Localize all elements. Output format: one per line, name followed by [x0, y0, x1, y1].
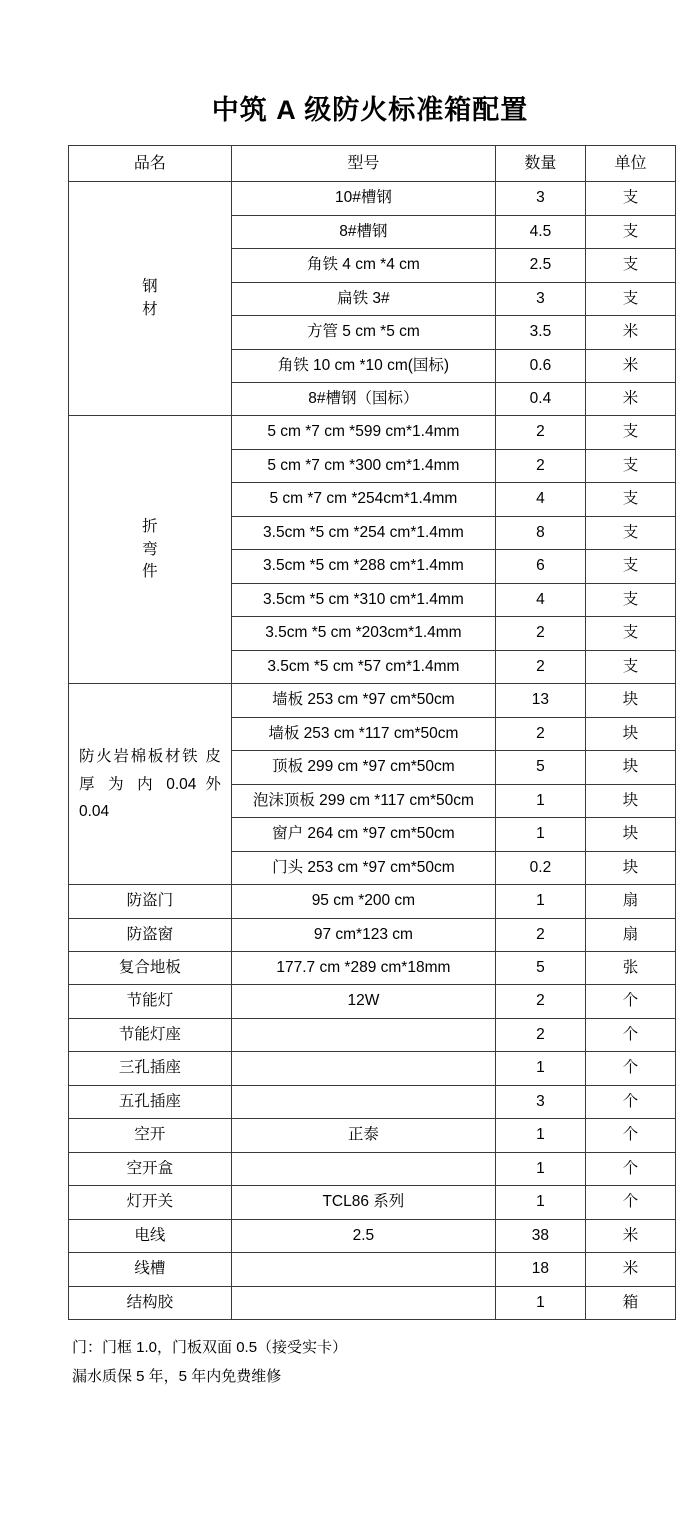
- cell-unit: 支: [585, 550, 675, 583]
- table-row: [69, 1152, 676, 1185]
- cell-model: 顶板 299 cm *97 cm*50cm: [231, 751, 495, 784]
- cell-quantity: 1: [495, 1286, 585, 1319]
- cell-item-name: 空开盒: [69, 1152, 232, 1185]
- footnote-door-spec: 门：门框 1.0，门板双面 0.5（接受实卡）: [72, 1339, 348, 1357]
- cell-quantity: 3.5: [495, 316, 585, 349]
- cell-model: 177.7 cm *289 cm*18mm: [231, 951, 495, 984]
- cell-model: 2.5: [231, 1219, 495, 1252]
- cell-quantity: 4: [495, 583, 585, 616]
- cell-unit: 支: [585, 282, 675, 315]
- column-header-name: 品名: [69, 146, 232, 182]
- cell-quantity: 13: [495, 684, 585, 717]
- cell-model: 3.5cm *5 cm *57 cm*1.4mm: [231, 650, 495, 683]
- table-row: [69, 918, 676, 951]
- cell-item-name: 电线: [69, 1219, 232, 1252]
- cell-quantity: 5: [495, 951, 585, 984]
- group-label-bent-parts: [69, 416, 232, 684]
- cell-quantity: 2: [495, 650, 585, 683]
- table-row: [69, 1052, 676, 1085]
- footnote-warranty: 漏水质保 5 年，5 年内免费维修: [72, 1367, 282, 1385]
- cell-quantity: 1: [495, 1119, 585, 1152]
- cell-model: 3.5cm *5 cm *203cm*1.4mm: [231, 617, 495, 650]
- table-header-row: [69, 146, 676, 182]
- column-header-model: 型号: [231, 146, 495, 182]
- cell-unit: 米: [585, 383, 675, 416]
- table-row: [69, 416, 676, 449]
- cell-model: 泡沫顶板 299 cm *117 cm*50cm: [231, 784, 495, 817]
- cell-quantity: 38: [495, 1219, 585, 1252]
- page-title: 中筑 A 级防火标准箱配置: [211, 95, 529, 125]
- cell-quantity: 2: [495, 449, 585, 482]
- cell-unit: 支: [585, 249, 675, 282]
- cell-unit: 支: [585, 617, 675, 650]
- cell-unit: 支: [585, 182, 675, 215]
- cell-model: 3.5cm *5 cm *288 cm*1.4mm: [231, 550, 495, 583]
- cell-item-name: 线槽: [69, 1253, 232, 1286]
- cell-unit: 个: [585, 985, 675, 1018]
- cell-item-name: 三孔插座: [69, 1052, 232, 1085]
- cell-model: [231, 1152, 495, 1185]
- cell-item-name: 结构胶: [69, 1286, 232, 1319]
- cell-model: 3.5cm *5 cm *310 cm*1.4mm: [231, 583, 495, 616]
- cell-unit: 张: [585, 951, 675, 984]
- cell-model: 5 cm *7 cm *300 cm*1.4mm: [231, 449, 495, 482]
- cell-model: 墙板 253 cm *117 cm*50cm: [231, 717, 495, 750]
- cell-model: [231, 1052, 495, 1085]
- cell-model: 8#槽钢: [231, 215, 495, 248]
- cell-quantity: 3: [495, 182, 585, 215]
- cell-quantity: 2: [495, 1018, 585, 1051]
- cell-model: 8#槽钢（国标）: [231, 383, 495, 416]
- cell-quantity: 1: [495, 1052, 585, 1085]
- cell-unit: 支: [585, 416, 675, 449]
- cell-quantity: 2: [495, 918, 585, 951]
- cell-model: 墙板 253 cm *97 cm*50cm: [231, 684, 495, 717]
- table-row: [69, 1253, 676, 1286]
- cell-model: 95 cm *200 cm: [231, 885, 495, 918]
- cell-quantity: 8: [495, 516, 585, 549]
- footnotes: [72, 1334, 700, 1391]
- cell-model: [231, 1286, 495, 1319]
- configuration-table: [68, 145, 676, 1320]
- cell-unit: 支: [585, 449, 675, 482]
- cell-model: 5 cm *7 cm *254cm*1.4mm: [231, 483, 495, 516]
- cell-unit: 支: [585, 483, 675, 516]
- cell-quantity: 1: [495, 1152, 585, 1185]
- cell-unit: 块: [585, 751, 675, 784]
- cell-unit: 扇: [585, 918, 675, 951]
- cell-quantity: 2: [495, 416, 585, 449]
- cell-item-name: 防盗门: [69, 885, 232, 918]
- cell-quantity: 1: [495, 818, 585, 851]
- cell-unit: 块: [585, 784, 675, 817]
- group-label-char: 折: [142, 518, 158, 536]
- cell-quantity: 0.4: [495, 383, 585, 416]
- cell-model: [231, 1253, 495, 1286]
- cell-unit: 支: [585, 650, 675, 683]
- cell-quantity: 2: [495, 985, 585, 1018]
- column-header-quantity: 数量: [495, 146, 585, 182]
- cell-item-name: 复合地板: [69, 951, 232, 984]
- cell-unit: 米: [585, 1253, 675, 1286]
- table-row: [69, 885, 676, 918]
- cell-item-name: 节能灯: [69, 985, 232, 1018]
- cell-quantity: 3: [495, 282, 585, 315]
- cell-quantity: 2: [495, 717, 585, 750]
- cell-unit: 扇: [585, 885, 675, 918]
- cell-model: 角铁 10 cm *10 cm(国标): [231, 349, 495, 382]
- table-row: [69, 182, 676, 215]
- group-label-char: 钢: [142, 278, 158, 296]
- cell-item-name: 空开: [69, 1119, 232, 1152]
- column-header-unit: 单位: [585, 146, 675, 182]
- cell-quantity: 5: [495, 751, 585, 784]
- cell-quantity: 18: [495, 1253, 585, 1286]
- group-label-char: 件: [142, 563, 158, 581]
- cell-quantity: 4: [495, 483, 585, 516]
- cell-model: 门头 253 cm *97 cm*50cm: [231, 851, 495, 884]
- cell-unit: 个: [585, 1186, 675, 1219]
- table-row: [69, 1119, 676, 1152]
- cell-model: 12W: [231, 985, 495, 1018]
- cell-model: 正泰: [231, 1119, 495, 1152]
- cell-model: TCL86 系列: [231, 1186, 495, 1219]
- cell-unit: 个: [585, 1018, 675, 1051]
- cell-unit: 箱: [585, 1286, 675, 1319]
- cell-quantity: 2.5: [495, 249, 585, 282]
- cell-model: [231, 1085, 495, 1118]
- cell-item-name: 五孔插座: [69, 1085, 232, 1118]
- cell-unit: 支: [585, 215, 675, 248]
- cell-model: 3.5cm *5 cm *254 cm*1.4mm: [231, 516, 495, 549]
- cell-quantity: 1: [495, 885, 585, 918]
- table-row: [69, 951, 676, 984]
- cell-unit: 个: [585, 1152, 675, 1185]
- cell-unit: 块: [585, 717, 675, 750]
- cell-quantity: 6: [495, 550, 585, 583]
- cell-model: [231, 1018, 495, 1051]
- cell-unit: 个: [585, 1052, 675, 1085]
- table-row: [69, 1219, 676, 1252]
- cell-model: 5 cm *7 cm *599 cm*1.4mm: [231, 416, 495, 449]
- cell-item-name: 灯开关: [69, 1186, 232, 1219]
- cell-quantity: 4.5: [495, 215, 585, 248]
- cell-model: 10#槽钢: [231, 182, 495, 215]
- cell-quantity: 1: [495, 1186, 585, 1219]
- group-label-rockwool-panel: 防火岩棉板材铁 皮 厚 为 内 0.04 外 0.04: [69, 684, 232, 885]
- cell-model: 97 cm*123 cm: [231, 918, 495, 951]
- cell-unit: 块: [585, 684, 675, 717]
- cell-model: 角铁 4 cm *4 cm: [231, 249, 495, 282]
- cell-quantity: 3: [495, 1085, 585, 1118]
- table-row: [69, 1018, 676, 1051]
- group-label-char: 弯: [142, 540, 158, 558]
- cell-unit: 个: [585, 1119, 675, 1152]
- cell-unit: 块: [585, 851, 675, 884]
- cell-unit: 个: [585, 1085, 675, 1118]
- table-row: [69, 1085, 676, 1118]
- cell-unit: 米: [585, 349, 675, 382]
- cell-unit: 支: [585, 516, 675, 549]
- group-label-char: 材: [142, 300, 158, 318]
- cell-quantity: 0.2: [495, 851, 585, 884]
- table-row: [69, 684, 676, 717]
- cell-quantity: 1: [495, 784, 585, 817]
- cell-item-name: 防盗窗: [69, 918, 232, 951]
- cell-unit: 米: [585, 316, 675, 349]
- cell-model: 方管 5 cm *5 cm: [231, 316, 495, 349]
- group-label-steel: [69, 182, 232, 416]
- cell-unit: 块: [585, 818, 675, 851]
- table-row: [69, 1286, 676, 1319]
- cell-model: 窗户 264 cm *97 cm*50cm: [231, 818, 495, 851]
- cell-model: 扁铁 3#: [231, 282, 495, 315]
- cell-unit: 米: [585, 1219, 675, 1252]
- table-row: [69, 985, 676, 1018]
- table-row: [69, 1186, 676, 1219]
- cell-quantity: 2: [495, 617, 585, 650]
- cell-item-name: 节能灯座: [69, 1018, 232, 1051]
- cell-quantity: 0.6: [495, 349, 585, 382]
- cell-unit: 支: [585, 583, 675, 616]
